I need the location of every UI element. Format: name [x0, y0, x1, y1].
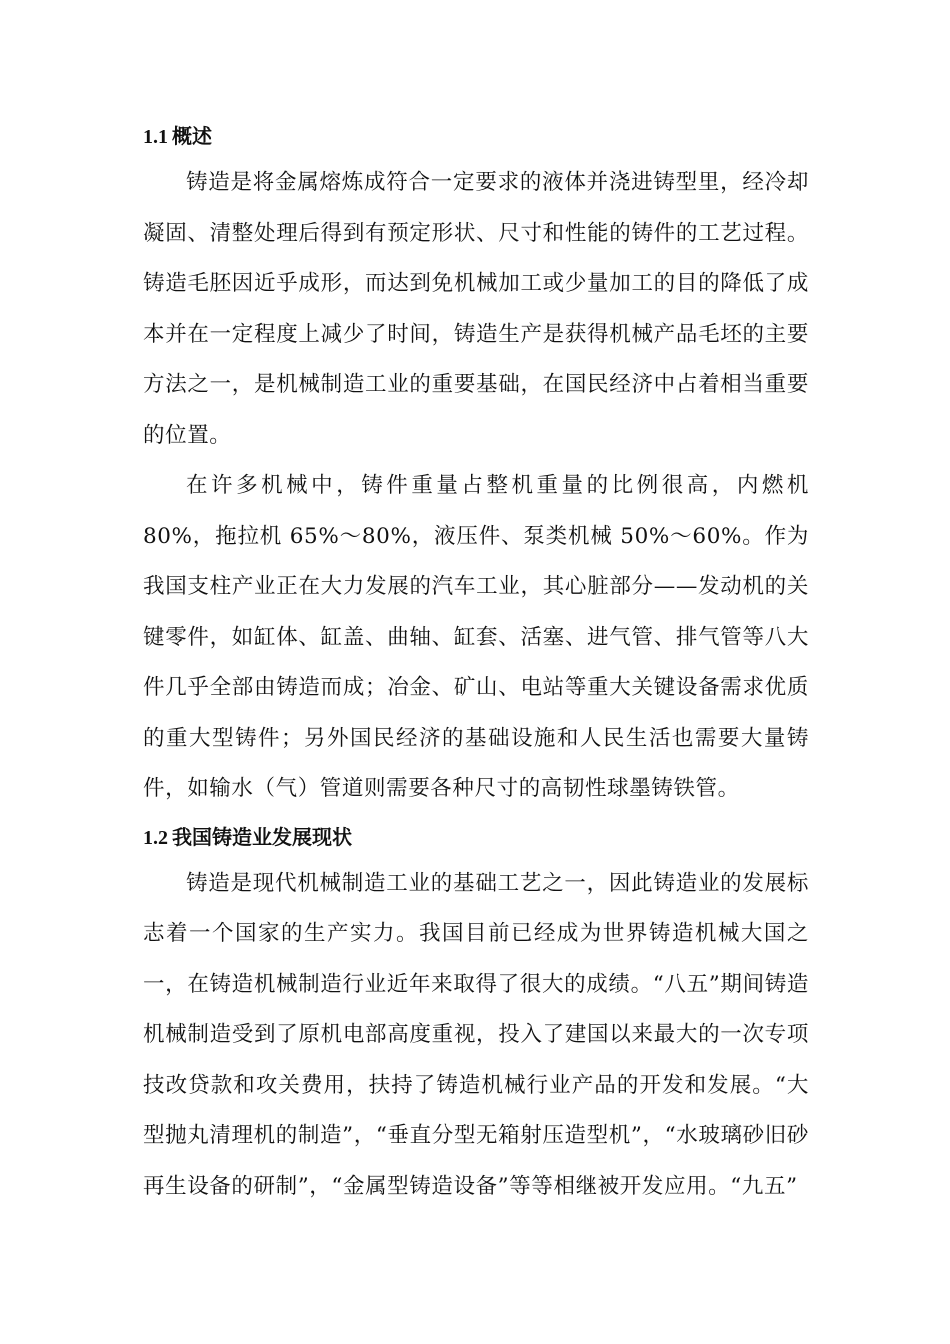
section-heading-overview	[143, 114, 809, 158]
section-heading-status	[143, 815, 809, 859]
paragraph: 在许多机械中，铸件重量占整机重量的比例很高，内燃机 80%，拖拉机 65%～80%，液压件、泵类机械 50%～60%。作为我国支柱产业正在大力发展的汽车工业，其心脏部分——发动机的关键零件，如缸体、缸盖、曲轴、缸套、活塞、进气管、排气管等八大件几乎全部由铸造而成；冶金、矿山、电站等重大关键设备需求优质的重大型铸件；另外国民经济的基础设施和人民生活也需要大量铸件，如输水（气）管道则需要各种尺寸的高韧性球墨铸铁管。	[143, 473, 809, 801]
document-body	[143, 114, 809, 1212]
paragraph: 铸造是将金属熔炼成符合一定要求的液体并浇进铸型里，经冷却凝固、清整处理后得到有预定形状、尺寸和性能的铸件的工艺过程。铸造毛胚因近乎成形，而达到免机械加工或少量加工的目的降低了成本并在一定程度上减少了时间，铸造生产是获得机械产品毛坯的主要方法之一，是机械制造工业的重要基础，在国民经济中占着相当重要的位置。	[143, 170, 809, 448]
section-number: 1.1	[143, 126, 168, 148]
paragraph: 铸造是现代机械制造工业的基础工艺之一，因此铸造业的发展标志着一个国家的生产实力。我国目前已经成为世界铸造机械大国之一，在铸造机械制造行业近年来取得了很大的成绩。“八五”期间铸造机械制造受到了原机电部高度重视，投入了建国以来最大的一次专项技改贷款和攻关费用，扶持了铸造机械行业产品的开发和发展。“大型抛丸清理机的制造”，“垂直分型无箱射压造型机”，“水玻璃砂旧砂再生设备的研制”，“金属型铸造设备”等等相继被开发应用。“九五”	[143, 870, 809, 1199]
section-title: 我国铸造业发展现状	[172, 824, 352, 849]
section-title: 概述	[172, 124, 212, 148]
section-number: 1.2	[143, 826, 168, 849]
